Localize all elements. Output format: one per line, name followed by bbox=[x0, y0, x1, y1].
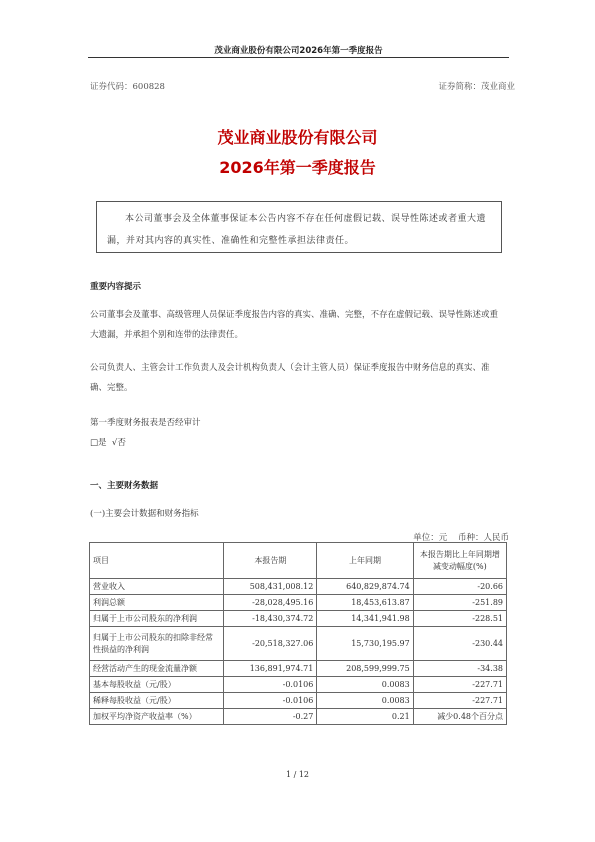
row-current: 508,431,008.12 bbox=[224, 579, 317, 595]
notice-box: 本公司董事会及全体董事保证本公告内容不存在任何虚假记载、误导性陈述或者重大遗漏，并对其内容的真实性、准确性和完整性承担法律责任。 bbox=[96, 201, 502, 253]
table-row bbox=[90, 709, 507, 725]
header-item: 项目 bbox=[90, 543, 224, 579]
row-current: -18,430,374.72 bbox=[224, 611, 317, 627]
report-title: 2026年第一季度报告 bbox=[219, 158, 376, 177]
header-title: 茂业商业股份有限公司2026年第一季度报告 bbox=[214, 46, 383, 56]
row-previous: 14,341,941.98 bbox=[317, 611, 413, 627]
row-change: -34.38 bbox=[413, 661, 506, 677]
important-para-1: 公司董事会及董事、高级管理人员保证季度报告内容的真实、准确、完整，不存在虚假记载、误导性陈述或重大遗漏，并承担个别和连带的法律责任。 bbox=[90, 310, 499, 340]
table-row bbox=[90, 677, 507, 693]
row-previous: 15,730,195.97 bbox=[317, 627, 413, 661]
row-current: -20,518,327.06 bbox=[224, 627, 317, 661]
important-heading: 重要内容提示 bbox=[90, 282, 142, 292]
row-item: 归属于上市公司股东的净利润 bbox=[90, 611, 224, 627]
header-previous: 上年同期 bbox=[317, 543, 413, 579]
row-item: 营业收入 bbox=[90, 579, 224, 595]
stock-code: 证券代码：600828 bbox=[90, 82, 165, 92]
table-row bbox=[90, 611, 507, 627]
header-change: 本报告期比上年同期增减变动幅度(%) bbox=[413, 543, 506, 579]
row-current: -0.0106 bbox=[224, 677, 317, 693]
meta-row bbox=[90, 80, 515, 94]
row-change: -227.71 bbox=[413, 693, 506, 709]
page-number: 1 / 12 bbox=[285, 770, 310, 779]
row-previous: 640,829,874.74 bbox=[317, 579, 413, 595]
row-change: -20.66 bbox=[413, 579, 506, 595]
row-item: 经营活动产生的现金流量净额 bbox=[90, 661, 224, 677]
important-para-2: 公司负责人、主管会计工作负责人及会计机构负责人（会计主管人员）保证季度报告中财务信息的真实、准确、完整。 bbox=[90, 363, 490, 393]
row-change: -228.51 bbox=[413, 611, 506, 627]
row-item: 加权平均净资产收益率（%） bbox=[90, 709, 224, 725]
table-row bbox=[90, 627, 507, 661]
currency-label: 币种：人民币 bbox=[457, 533, 509, 543]
row-previous: 0.0083 bbox=[317, 693, 413, 709]
row-item: 基本每股收益（元/股） bbox=[90, 677, 224, 693]
row-change: -230.44 bbox=[413, 627, 506, 661]
table-row bbox=[90, 595, 507, 611]
audit-question: 第一季度财务报表是否经审计 bbox=[90, 418, 201, 428]
financial-data-table bbox=[89, 542, 507, 725]
audit-answer: □是 √否 bbox=[90, 438, 126, 448]
table-row bbox=[90, 661, 507, 677]
row-current: -0.27 bbox=[224, 709, 317, 725]
row-current: 136,891,974.71 bbox=[224, 661, 317, 677]
page-header bbox=[88, 0, 509, 58]
row-current: -28,028,495.16 bbox=[224, 595, 317, 611]
table-row bbox=[90, 579, 507, 595]
row-current: -0.0106 bbox=[224, 693, 317, 709]
header-current: 本报告期 bbox=[224, 543, 317, 579]
company-title: 茂业商业股份有限公司 bbox=[217, 128, 378, 147]
row-previous: 18,453,613.87 bbox=[317, 595, 413, 611]
row-change: -227.71 bbox=[413, 677, 506, 693]
row-previous: 0.0083 bbox=[317, 677, 413, 693]
row-item: 利润总额 bbox=[90, 595, 224, 611]
unit-label: 单位：元 bbox=[413, 533, 448, 543]
row-change: 减少0.48个百分点 bbox=[413, 709, 506, 725]
row-item: 归属于上市公司股东的扣除非经常性损益的净利润 bbox=[90, 627, 224, 661]
table-header-row bbox=[90, 543, 507, 579]
section-subheading: (一)主要会计数据和财务指标 bbox=[90, 509, 199, 519]
row-change: -251.89 bbox=[413, 595, 506, 611]
row-previous: 208,599,999.75 bbox=[317, 661, 413, 677]
row-previous: 0.21 bbox=[317, 709, 413, 725]
section-heading: 一、主要财务数据 bbox=[90, 481, 159, 491]
table-row bbox=[90, 693, 507, 709]
stock-abbr: 证券简称：茂业商业 bbox=[438, 82, 515, 92]
row-item: 稀释每股收益（元/股） bbox=[90, 693, 224, 709]
